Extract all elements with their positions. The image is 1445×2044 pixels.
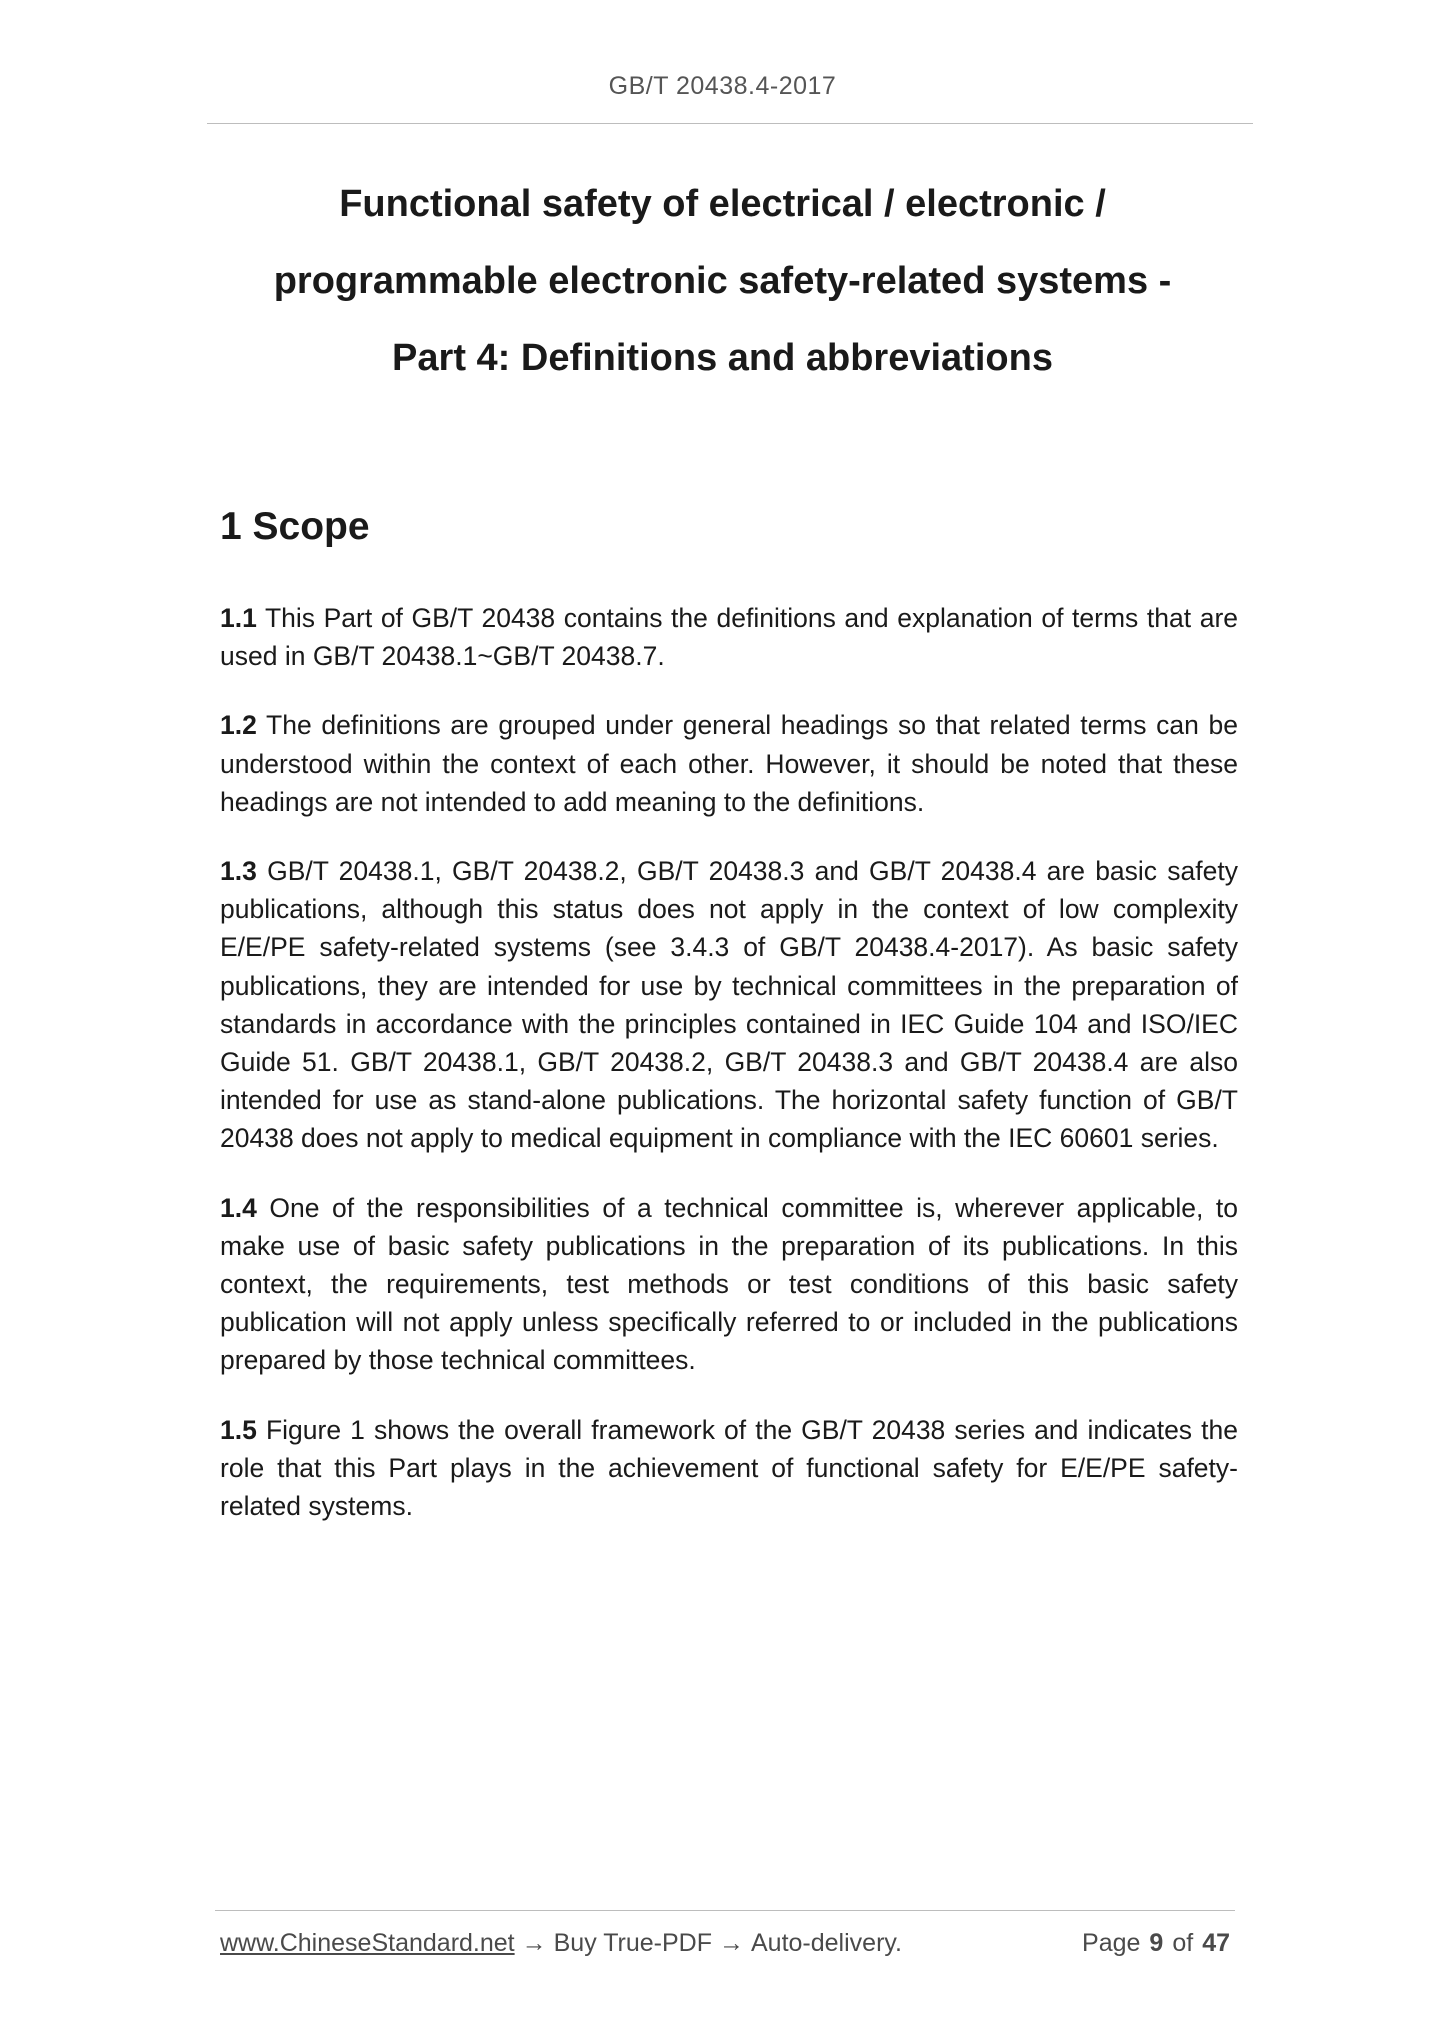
title-line-3: Part 4: Definitions and abbreviations [392,337,1053,379]
clause-1-2 [220,706,1238,821]
website-link[interactable]: www.ChineseStandard.net [220,1929,515,1957]
clause-number: 1.3 [220,856,257,887]
page-total: 47 [1202,1929,1230,1957]
footer-step-delivery: Auto-delivery. [751,1929,902,1957]
clause-1-4 [220,1189,1238,1380]
arrow-right-icon: → [521,1929,547,1957]
footer-step-buy: Buy True-PDF [553,1929,712,1957]
clause-text: Figure 1 shows the overall framework of the GB/T 20438 series and indicates the role that this Part plays in the achievement of functional safety for E/E/PE safety-related systems. [220,1414,1238,1522]
header-divider [207,123,1253,124]
clause-number: 1.4 [220,1192,257,1223]
title-line-1: Functional safety of electrical / electronic / [339,183,1106,225]
clause-text: The definitions are grouped under general headings so that related terms can be understood within the context of each other. However, it should be noted that these headings are not intended to add meaning to the definitions. [220,710,1239,817]
clause-1-3 [220,852,1238,1158]
clause-number: 1.2 [220,710,257,741]
footer-promo [220,1929,902,1958]
scope-body [220,599,1238,1556]
arrow-right-icon: → [719,1929,744,1957]
clause-text: GB/T 20438.1, GB/T 20438.2, GB/T 20438.3 and GB/T 20438.4 are basic safety publications, although this status does not apply in the context of low complexity E/E/PE safety-related systems (see 3.4.3 of GB/T 20438.4-2017). As basic safety publications, they are intended for use by technical committees in the preparation of standards in accordance with the principles contained in IEC Guide 104 and ISO/IEC Guide 51. GB/T 20438.1, GB/T 20438.2, GB/T 20438.3 and GB/T 20438.4 are also intended for use as stand-alone publications. The horizontal safety function of GB/T 20438 does not apply to medical equipment in compliance with the IEC 60601 series. [220,856,1238,1154]
clause-text: One of the responsibilities of a technical committee is, wherever applicable, to make use of basic safety publications in the preparation of its publications. In this context, the requirements, test methods or test conditions of this basic safety publication will not apply unless specifically referred to or included in the publications prepared by those technical committees. [220,1192,1238,1376]
clause-1-5 [220,1411,1238,1526]
page-label: Page [1082,1929,1141,1957]
clause-1-1 [220,599,1238,675]
page-current: 9 [1149,1929,1164,1957]
page-footer [220,1929,1230,1958]
document-title [180,166,1265,397]
section-heading-scope: 1 Scope [220,505,370,548]
clause-number: 1.1 [220,603,257,633]
clause-text: This Part of GB/T 20438 contains the definitions and explanation of terms that are used in GB/T 20438.1~GB/T 20438.7. [220,603,1239,672]
clause-number: 1.5 [220,1414,257,1445]
footer-divider [215,1910,1235,1911]
running-header: GB/T 20438.4-2017 [608,72,837,100]
page-of-label: of [1172,1929,1194,1957]
title-line-2: programmable electronic safety-related systems - [273,260,1172,302]
page-counter [1082,1929,1230,1958]
